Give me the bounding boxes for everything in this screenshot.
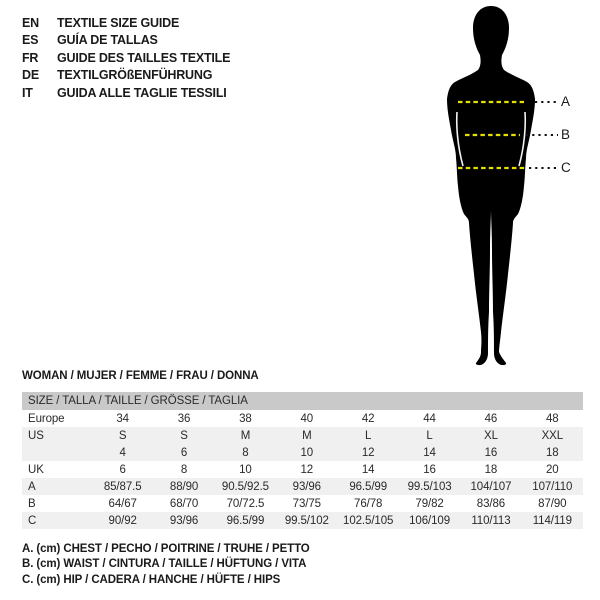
size-row-label: B — [28, 497, 36, 510]
size-cell: 99.5/103 — [399, 478, 460, 495]
language-title: GUIDA ALLE TAGLIE TESSILI — [57, 85, 227, 100]
language-code: ES — [22, 33, 39, 48]
size-cell: 70/72.5 — [226, 497, 265, 510]
woman-silhouette-icon — [425, 2, 585, 374]
size-cell: 104/107 — [460, 478, 521, 495]
size-cell: 88/90 — [153, 478, 214, 495]
size-cell: 20 — [546, 463, 559, 476]
size-table — [22, 392, 583, 529]
legend-line: A. (cm) CHEST / PECHO / POITRINE / TRUHE / PETTO — [22, 543, 310, 555]
size-cell: XXL — [522, 427, 583, 444]
size-cell: 85/87.5 — [92, 478, 153, 495]
measurement-legend — [22, 543, 310, 589]
language-code: DE — [22, 68, 39, 83]
size-table-header-row — [22, 392, 583, 410]
language-code: IT — [22, 85, 33, 100]
language-row — [22, 67, 230, 85]
size-cell: 87/90 — [538, 497, 567, 510]
language-title: GUÍA DE TALLAS — [57, 33, 158, 48]
size-table-body — [22, 410, 583, 529]
language-code: EN — [22, 15, 39, 30]
language-code: FR — [22, 50, 39, 65]
language-title: TEXTILGRÖßENFÜHRUNG — [57, 68, 213, 83]
size-cell: S — [92, 427, 153, 444]
size-cell: 10 — [239, 463, 252, 476]
size-row-label: Europe — [28, 412, 65, 425]
size-cell: 6 — [119, 463, 126, 476]
size-cell: 40 — [300, 412, 314, 425]
size-cell: 8 — [180, 463, 188, 476]
size-cell: 96.5/99 — [338, 478, 399, 495]
language-title: TEXTILE SIZE GUIDE — [57, 15, 180, 30]
size-cell: 42 — [361, 412, 375, 425]
size-cell: L — [399, 427, 460, 444]
size-row-label: C — [22, 512, 92, 529]
size-table-row — [22, 495, 583, 512]
size-cell: 4 — [92, 444, 153, 461]
size-cell: 93/96 — [276, 478, 337, 495]
size-cell: 6 — [153, 444, 214, 461]
size-row-label: UK — [28, 463, 44, 476]
size-table-row — [22, 410, 583, 427]
size-cell: 12 — [338, 444, 399, 461]
legend-line: B. (cm) WAIST / CINTURA / TAILLE / HÜFTUNG / VITA — [22, 558, 307, 571]
size-cell: 68/70 — [169, 497, 199, 510]
size-cell: 83/86 — [476, 497, 506, 510]
size-table-row — [22, 461, 583, 478]
size-cell: 110/113 — [460, 512, 521, 529]
size-table-row — [22, 427, 583, 444]
size-cell: S — [153, 427, 214, 444]
size-table-header: SIZE / TALLA / TAILLE / GRÖSSE / TAGLIA — [22, 392, 583, 410]
language-row — [22, 14, 230, 32]
language-row — [22, 84, 230, 102]
size-cell: 10 — [276, 444, 337, 461]
size-cell: 8 — [215, 444, 276, 461]
size-cell: 38 — [239, 412, 252, 425]
size-cell: L — [338, 427, 399, 444]
size-cell: M — [215, 427, 276, 444]
size-cell: 44 — [423, 412, 436, 425]
size-cell: 76/78 — [354, 497, 383, 510]
size-cell: 14 — [361, 463, 375, 476]
size-cell: 114/119 — [522, 512, 583, 529]
size-row-label — [22, 444, 92, 461]
size-table-row — [22, 512, 583, 529]
size-cell: 90/92 — [92, 512, 153, 529]
measure-label-chest: A — [561, 94, 571, 109]
size-cell: 14 — [399, 444, 460, 461]
size-cell: 96.5/99 — [215, 512, 276, 529]
size-cell: 99.5/102 — [276, 512, 337, 529]
section-title: WOMAN / MUJER / FEMME / FRAU / DONNA — [22, 370, 259, 382]
measure-label-hip: C — [561, 160, 571, 175]
language-row — [22, 32, 230, 50]
size-table-row — [22, 478, 583, 495]
size-cell: 46 — [484, 412, 498, 425]
size-cell: M — [276, 427, 337, 444]
size-cell: 16 — [460, 444, 521, 461]
size-cell: 102.5/105 — [338, 512, 399, 529]
body-measurement-figure — [425, 2, 600, 374]
size-cell: 90.5/92.5 — [215, 478, 276, 495]
size-cell: 73/75 — [292, 497, 321, 510]
size-cell: 79/82 — [415, 497, 444, 510]
measure-label-waist: B — [561, 127, 571, 142]
size-cell: 12 — [300, 463, 314, 476]
size-row-label: US — [22, 427, 92, 444]
size-table-row — [22, 444, 583, 461]
legend-line: C. (cm) HIP / CADERA / HANCHE / HÜFTE / HIPS — [22, 573, 281, 586]
size-cell: 106/109 — [399, 512, 460, 529]
size-cell: 18 — [484, 463, 498, 476]
size-cell: 93/96 — [153, 512, 214, 529]
size-cell: XL — [460, 427, 521, 444]
size-cell: 64/67 — [108, 497, 137, 510]
language-row — [22, 49, 230, 67]
language-title-list — [22, 14, 230, 102]
size-cell: 36 — [177, 412, 191, 425]
size-cell: 107/110 — [522, 478, 583, 495]
size-cell: 34 — [116, 412, 129, 425]
size-cell: 16 — [423, 463, 436, 476]
language-title: GUIDE DES TAILLES TEXTILE — [57, 50, 231, 65]
size-row-label: A — [22, 478, 92, 495]
size-cell: 18 — [522, 444, 583, 461]
size-cell: 48 — [546, 412, 559, 425]
